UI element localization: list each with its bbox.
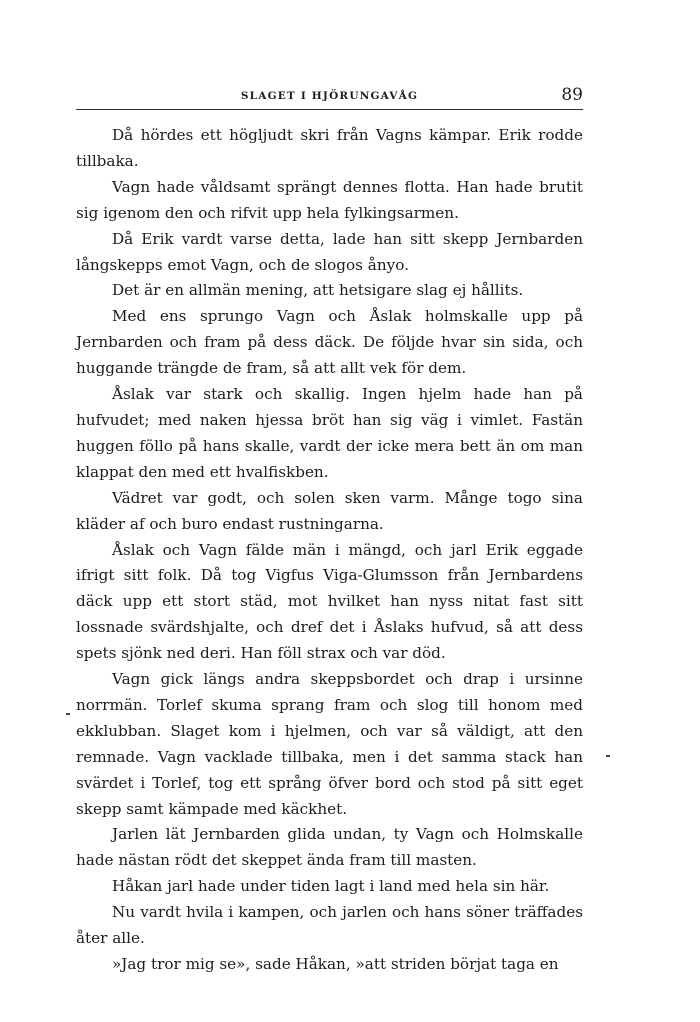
- paragraph: »Jag tror mig se», sade Håkan, »att striden börjat taga en: [112, 955, 559, 973]
- body-text: [76, 123, 583, 978]
- paragraph: Vagn gick längs andra skeppsbordet och drap i ursinne norrmän. Torlef skuma sprang fram och slog till honom med ekklubban. Slaget kom i hjelmen, och var så väldigt, att den remnade. Vagn vacklade tillbaka, men i det samma stack han svärdet i Torlef, tog ett språng öfver bord och stod på sitt eget skepp samt kämpade med käckhet.: [76, 670, 583, 818]
- paragraph: Jarlen lät Jernbarden glida undan, ty Vagn och Holmskalle hade nästan rödt det skeppet ända fram till masten.: [76, 825, 583, 870]
- paragraph: Håkan jarl hade under tiden lagt i land med hela sin här.: [112, 877, 550, 896]
- margin-mark: [606, 755, 610, 757]
- page-header: [76, 84, 583, 108]
- header-rule: [76, 109, 583, 110]
- paragraph: Då hördes ett högljudt skri från Vagns kämpar. Erik rodde tillbaka.: [76, 126, 583, 170]
- running-title: SLAGET I HJÖRUNGAVÅG: [240, 90, 419, 102]
- paragraph: Nu vardt hvila i kampen, och jarlen och hans söner träffades åter alle.: [76, 903, 583, 948]
- paragraph: Vädret var godt, och solen sken varm. Månge togo sina kläder af och buro endast rustningarna.: [76, 488, 583, 533]
- paragraph: Vagn hade våldsamt sprängt dennes flotta. Han hade brutit sig igenom den och rifvit upp hela fylkingsarmen.: [76, 177, 583, 222]
- paragraph: Då Erik vardt varse detta, lade han sitt skepp Jernbarden långskepps emot Vagn, och de slogos ånyo.: [76, 229, 583, 274]
- paragraph: Åslak var stark och skallig. Ingen hjelm hade han på hufvudet; med naken hjessa bröt han sig väg i vimlet. Fastän huggen föllo på hans skalle, vardt der icke mera bett än om man klappat den med ett hvalfiskben.: [76, 385, 583, 481]
- paragraph: Det är en allmän mening, att hetsigare slag ej hållits.: [112, 281, 524, 300]
- paragraph: Åslak och Vagn fälde män i mängd, och jarl Erik eggade ifrigt sitt folk. Då tog Vigfus Viga-Glumsson från Jernbardens däck upp ett stort städ, mot hvilket han nyss nitat fast sitt lossnade svärdshjalte, och dref det i Åslaks hufvud, så att dess spets sjönk ned deri. Han föll strax och var död.: [76, 540, 583, 663]
- margin-mark: [66, 713, 70, 715]
- paragraph: Med ens sprungo Vagn och Åslak holmskalle upp på Jernbarden och fram på dess däck. De följde hvar sin sida, och huggande trängde de fram, så att allt vek för dem.: [76, 307, 583, 378]
- page-number: 89: [561, 85, 583, 105]
